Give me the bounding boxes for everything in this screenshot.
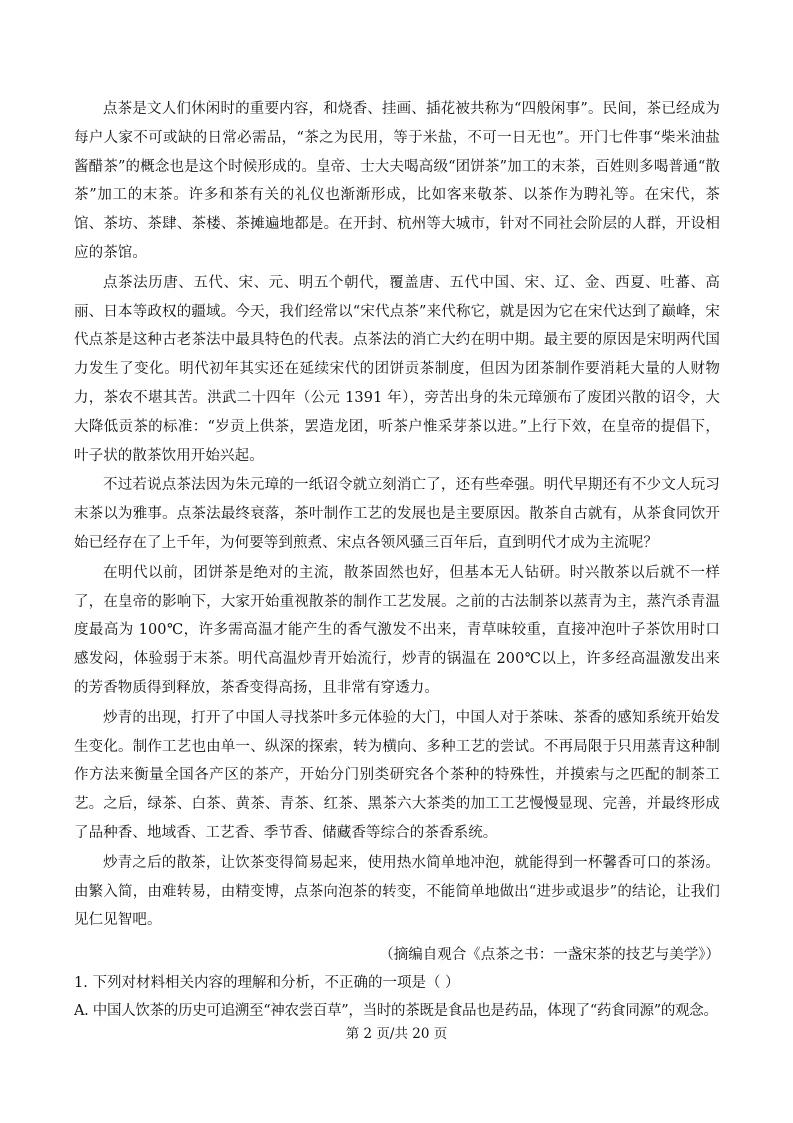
paragraph-5: 炒青的出现，打开了中国人寻找茶叶多元体验的大门，中国人对于茶味、茶香的感知系统开始发生变化。制作工艺也由单一、纵深的探索，转为横向、多种工艺的尝试。不再局限于只用蒸青这种制作方法来衡量全国各产区的茶产，开始分门别类研究各个茶种的特殊性，并摸索与之匹配的制茶工艺。之后，绿茶、白茶、黄茶、青茶、红茶、黑茶六大茶类的加工工艺慢慢显现、完善，并最终形成了品种香、地域香、工艺香、季节香、储藏香等综合的茶香系统。 bbox=[74, 709, 720, 841]
source-citation: （摘编自观合《点茶之书：一盏宋茶的技艺与美学》） bbox=[379, 947, 720, 964]
paragraph-3: 不过若说点茶法因为朱元璋的一纸诏令就立刻消亡了，还有些牵强。明代早期还有不少文人玩习末茶以为雅事。点茶法最终衰落，茶叶制作工艺的发展也是主要原因。散茶自古就有，从茶食同饮开始已经存在了上千年，为何要等到煎煮、宋点各领风骚三百年后，直到明代才成为主流呢？ bbox=[74, 477, 720, 551]
article-body bbox=[74, 95, 720, 1025]
paragraph-4: 在明代以前，团饼茶是绝对的主流，散茶固然也好，但基本无人钻研。时兴散茶以后就不一样了，在皇帝的影响下，大家开始重视散茶的制作工艺发展。之前的古法制茶以蒸青为主，蒸汽杀青温度最高为 100℃，许多需高温才能产生的香气激发不出来，青草味较重，直接冲泡叶子茶饮用时口感发闷，体验弱于末茶。明代高温炒青开始流行，炒青的锅温在 200℃以上，许多经高温激发出来的芳香物质得到释放，茶香变得高扬，且非常有穿透力。 bbox=[74, 564, 720, 696]
paragraph-1: 点茶是文人们休闲时的重要内容，和烧香、挂画、插花被共称为“四般闲事”。民间，茶已经成为每户人家不可或缺的日常必需品，“茶之为民用，等于米盐，不可一日无也”。开门七件事“柴米油盐酱醋茶”的概念也是这个时候形成的。皇帝、士大夫喝高级“团饼茶”加工的末茶，百姓则多喝普通“散茶”加工的末茶。许多和茶有关的礼仪也渐渐形成，比如客来敬茶、以茶作为聘礼等。在宋代，茶馆、茶坊、茶肆、茶楼、茶摊遍地都是。在开封、杭州等大城市，针对不同社会阶层的人群，开设相应的茶馆。 bbox=[74, 101, 720, 261]
question-stem: 1. 下列对材料相关内容的理解和分析，不正确的一项是（ ） bbox=[74, 975, 460, 992]
paragraph-2: 点茶法历唐、五代、宋、元、明五个朝代，覆盖唐、五代中国、宋、辽、金、西夏、吐蕃、高丽、日本等政权的疆域。今天，我们经常以“宋代点茶”来代称它，就是因为它在宋代达到了巅峰，宋代点茶是这种古老茶法中最具特色的代表。点茶法的消亡大约在明中期。最主要的原因是宋明两代国力发生了变化。明代初年其实还在延续宋代的团饼贡茶制度，但因为团茶制作要消耗大量的人财物力，茶农不堪其苦。洪武二十四年（公元 1391 年），旁苦出身的朱元璋颁布了废团兴散的诏令，大大降低贡茶的标准：“岁贡上供茶，罢造龙团，听茶户惟采芽茶以进。”上行下效，在皇帝的提倡下，叶子状的散茶饮用开始兴起。 bbox=[74, 274, 720, 464]
paragraph-6: 炒青之后的散茶，让饮茶变得简易起来，使用热水简单地冲泡，就能得到一杯馨香可口的茶汤。由繁入简，由难转易，由精变博，点茶向泡茶的转变，不能简单地做出“进步或退步”的结论，让我们见仁见智吧。 bbox=[74, 854, 720, 929]
question-option-a: A. 中国人饮茶的历史可追溯至“神农尝百草”，当时的茶既是食品也是药品，体现了“药食同源”的观念。 bbox=[74, 1003, 718, 1020]
page-number-footer: 第 2 页/共 20 页 bbox=[345, 1026, 448, 1042]
